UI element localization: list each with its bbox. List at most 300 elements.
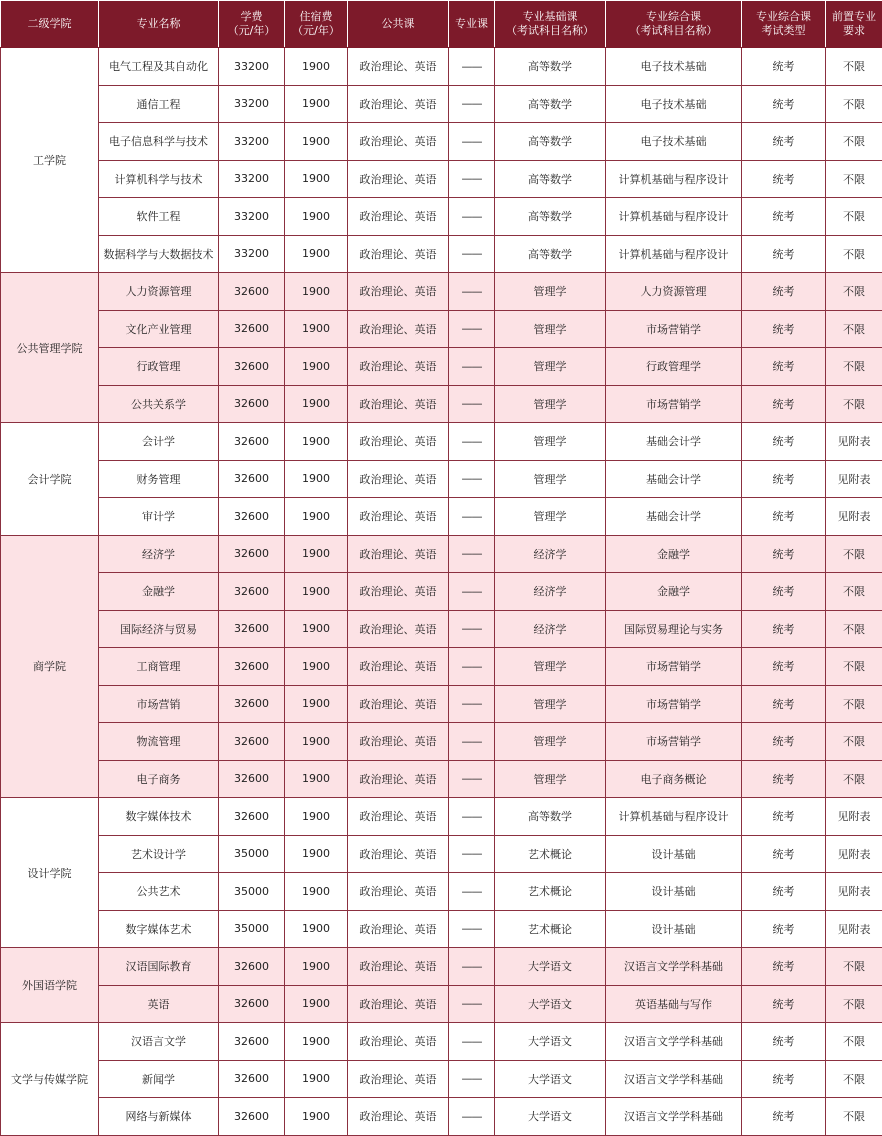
public-course-cell: 政治理论、英语 [348,85,449,123]
lodging-cell: 1900 [285,835,348,873]
exam-type-cell: 统考 [742,1098,826,1136]
major-course-cell: —— [449,235,495,273]
tuition-cell: 32600 [219,760,285,798]
comprehensive-course-cell: 人力资源管理 [606,273,742,311]
lodging-cell: 1900 [285,685,348,723]
major-name-cell: 文化产业管理 [99,310,219,348]
tuition-cell: 32600 [219,348,285,386]
comprehensive-course-cell: 计算机基础与程序设计 [606,160,742,198]
tuition-cell: 35000 [219,835,285,873]
prerequisite-cell: 见附表 [826,423,882,461]
exam-type-cell: 统考 [742,348,826,386]
exam-type-cell: 统考 [742,835,826,873]
major-course-cell: —— [449,160,495,198]
prerequisite-cell: 见附表 [826,498,882,536]
foundation-course-cell: 管理学 [495,273,606,311]
lodging-cell: 1900 [285,1023,348,1061]
public-course-cell: 政治理论、英语 [348,985,449,1023]
foundation-course-cell: 高等数学 [495,123,606,161]
college-name-cell: 商学院 [1,535,99,798]
major-name-cell: 市场营销 [99,685,219,723]
foundation-course-cell: 高等数学 [495,198,606,236]
lodging-cell: 1900 [285,385,348,423]
comprehensive-course-cell: 市场营销学 [606,310,742,348]
table-row [1,573,882,611]
table-row [1,610,882,648]
header-row [1,1,882,48]
tuition-cell: 32600 [219,610,285,648]
table-row [1,198,882,236]
table-row [1,685,882,723]
header-comprehensive-course: 专业综合课 （考试科目名称） [606,1,742,48]
table-row [1,835,882,873]
table-row [1,798,882,836]
major-course-cell: —— [449,48,495,86]
prerequisite-cell: 不限 [826,985,882,1023]
tuition-cell: 33200 [219,160,285,198]
college-name-cell: 公共管理学院 [1,273,99,423]
tuition-cell: 32600 [219,535,285,573]
header-college: 二级学院 [1,1,99,48]
lodging-cell: 1900 [285,948,348,986]
comprehensive-course-cell: 汉语言文学学科基础 [606,1060,742,1098]
comprehensive-course-cell: 基础会计学 [606,460,742,498]
lodging-cell: 1900 [285,348,348,386]
public-course-cell: 政治理论、英语 [348,610,449,648]
college-name-cell: 工学院 [1,48,99,273]
lodging-cell: 1900 [285,985,348,1023]
foundation-course-cell: 艺术概论 [495,835,606,873]
major-name-cell: 工商管理 [99,648,219,686]
major-name-cell: 数字媒体艺术 [99,910,219,948]
major-course-cell: —— [449,123,495,161]
comprehensive-course-cell: 国际贸易理论与实务 [606,610,742,648]
table-body [1,48,882,1136]
prerequisite-cell: 不限 [826,123,882,161]
major-course-cell: —— [449,1023,495,1061]
table-row [1,1060,882,1098]
foundation-course-cell: 高等数学 [495,85,606,123]
public-course-cell: 政治理论、英语 [348,910,449,948]
tuition-cell: 35000 [219,873,285,911]
tuition-cell: 33200 [219,48,285,86]
major-name-cell: 公共艺术 [99,873,219,911]
exam-type-cell: 统考 [742,873,826,911]
prerequisite-cell: 不限 [826,648,882,686]
comprehensive-course-cell: 计算机基础与程序设计 [606,798,742,836]
public-course-cell: 政治理论、英语 [348,798,449,836]
exam-type-cell: 统考 [742,910,826,948]
foundation-course-cell: 大学语文 [495,1023,606,1061]
prerequisite-cell: 不限 [826,198,882,236]
exam-type-cell: 统考 [742,648,826,686]
header-major-course: 专业课 [449,1,495,48]
public-course-cell: 政治理论、英语 [348,648,449,686]
major-course-cell: —— [449,1098,495,1136]
tuition-cell: 32600 [219,1023,285,1061]
prerequisite-cell: 不限 [826,273,882,311]
exam-type-cell: 统考 [742,310,826,348]
prerequisite-cell: 不限 [826,348,882,386]
major-course-cell: —— [449,948,495,986]
header-exam-type: 专业综合课 考试类型 [742,1,826,48]
foundation-course-cell: 管理学 [495,310,606,348]
lodging-cell: 1900 [285,798,348,836]
lodging-cell: 1900 [285,85,348,123]
comprehensive-course-cell: 电子技术基础 [606,85,742,123]
exam-type-cell: 统考 [742,123,826,161]
public-course-cell: 政治理论、英语 [348,1023,449,1061]
exam-type-cell: 统考 [742,610,826,648]
comprehensive-course-cell: 英语基础与写作 [606,985,742,1023]
prerequisite-cell: 不限 [826,235,882,273]
lodging-cell: 1900 [285,760,348,798]
exam-type-cell: 统考 [742,423,826,461]
prerequisite-cell: 不限 [826,310,882,348]
foundation-course-cell: 艺术概论 [495,910,606,948]
exam-type-cell: 统考 [742,760,826,798]
public-course-cell: 政治理论、英语 [348,348,449,386]
foundation-course-cell: 经济学 [495,535,606,573]
comprehensive-course-cell: 汉语言文学学科基础 [606,1023,742,1061]
table-row [1,1098,882,1136]
prerequisite-cell: 不限 [826,535,882,573]
lodging-cell: 1900 [285,498,348,536]
lodging-cell: 1900 [285,910,348,948]
table-row [1,535,882,573]
foundation-course-cell: 高等数学 [495,48,606,86]
table-row [1,348,882,386]
tuition-cell: 33200 [219,235,285,273]
tuition-cell: 32600 [219,648,285,686]
exam-type-cell: 统考 [742,85,826,123]
public-course-cell: 政治理论、英语 [348,235,449,273]
public-course-cell: 政治理论、英语 [348,535,449,573]
tuition-cell: 32600 [219,310,285,348]
exam-type-cell: 统考 [742,160,826,198]
major-name-cell: 审计学 [99,498,219,536]
public-course-cell: 政治理论、英语 [348,160,449,198]
lodging-cell: 1900 [285,1098,348,1136]
public-course-cell: 政治理论、英语 [348,760,449,798]
major-course-cell: —— [449,873,495,911]
public-course-cell: 政治理论、英语 [348,423,449,461]
comprehensive-course-cell: 电子商务概论 [606,760,742,798]
table-row [1,460,882,498]
college-name-cell: 文学与传媒学院 [1,1023,99,1136]
public-course-cell: 政治理论、英语 [348,385,449,423]
foundation-course-cell: 高等数学 [495,798,606,836]
comprehensive-course-cell: 设计基础 [606,835,742,873]
college-name-cell: 会计学院 [1,423,99,536]
table-row [1,310,882,348]
major-name-cell: 经济学 [99,535,219,573]
foundation-course-cell: 管理学 [495,423,606,461]
tuition-cell: 32600 [219,685,285,723]
exam-type-cell: 统考 [742,1023,826,1061]
major-course-cell: —— [449,648,495,686]
foundation-course-cell: 管理学 [495,460,606,498]
public-course-cell: 政治理论、英语 [348,573,449,611]
table-row [1,648,882,686]
tuition-cell: 32600 [219,423,285,461]
comprehensive-course-cell: 计算机基础与程序设计 [606,198,742,236]
foundation-course-cell: 管理学 [495,723,606,761]
lodging-cell: 1900 [285,123,348,161]
header-foundation-course: 专业基础课 （考试科目名称） [495,1,606,48]
tuition-cell: 32600 [219,723,285,761]
lodging-cell: 1900 [285,460,348,498]
exam-type-cell: 统考 [742,685,826,723]
foundation-course-cell: 管理学 [495,648,606,686]
foundation-course-cell: 管理学 [495,685,606,723]
prerequisite-cell: 不限 [826,1023,882,1061]
major-name-cell: 电气工程及其自动化 [99,48,219,86]
comprehensive-course-cell: 计算机基础与程序设计 [606,235,742,273]
college-name-cell: 设计学院 [1,798,99,948]
major-course-cell: —— [449,310,495,348]
tuition-cell: 32600 [219,385,285,423]
major-name-cell: 新闻学 [99,1060,219,1098]
header-tuition: 学费 （元/年） [219,1,285,48]
tuition-cell: 32600 [219,1060,285,1098]
major-name-cell: 艺术设计学 [99,835,219,873]
public-course-cell: 政治理论、英语 [348,460,449,498]
major-course-cell: —— [449,835,495,873]
lodging-cell: 1900 [285,198,348,236]
tuition-cell: 32600 [219,985,285,1023]
exam-type-cell: 统考 [742,948,826,986]
college-name-cell: 外国语学院 [1,948,99,1023]
foundation-course-cell: 艺术概论 [495,873,606,911]
prerequisite-cell: 见附表 [826,873,882,911]
major-course-cell: —— [449,910,495,948]
public-course-cell: 政治理论、英语 [348,498,449,536]
major-course-cell: —— [449,1060,495,1098]
header-major: 专业名称 [99,1,219,48]
lodging-cell: 1900 [285,310,348,348]
prerequisite-cell: 不限 [826,573,882,611]
tuition-cell: 32600 [219,1098,285,1136]
major-course-cell: —— [449,685,495,723]
public-course-cell: 政治理论、英语 [348,123,449,161]
prerequisite-cell: 见附表 [826,910,882,948]
comprehensive-course-cell: 设计基础 [606,910,742,948]
foundation-course-cell: 管理学 [495,348,606,386]
major-name-cell: 国际经济与贸易 [99,610,219,648]
comprehensive-course-cell: 金融学 [606,573,742,611]
exam-type-cell: 统考 [742,723,826,761]
tuition-cell: 32600 [219,498,285,536]
major-name-cell: 财务管理 [99,460,219,498]
major-name-cell: 行政管理 [99,348,219,386]
exam-type-cell: 统考 [742,385,826,423]
lodging-cell: 1900 [285,1060,348,1098]
tuition-cell: 32600 [219,798,285,836]
prerequisite-cell: 不限 [826,610,882,648]
table-row [1,723,882,761]
major-name-cell: 英语 [99,985,219,1023]
table-row [1,385,882,423]
exam-type-cell: 统考 [742,985,826,1023]
foundation-course-cell: 高等数学 [495,160,606,198]
public-course-cell: 政治理论、英语 [348,1098,449,1136]
exam-type-cell: 统考 [742,273,826,311]
foundation-course-cell: 高等数学 [495,235,606,273]
prerequisite-cell: 不限 [826,48,882,86]
major-course-cell: —— [449,723,495,761]
major-course-cell: —— [449,385,495,423]
comprehensive-course-cell: 市场营销学 [606,685,742,723]
tuition-cell: 32600 [219,460,285,498]
major-name-cell: 网络与新媒体 [99,1098,219,1136]
tuition-cell: 33200 [219,198,285,236]
lodging-cell: 1900 [285,535,348,573]
foundation-course-cell: 大学语文 [495,985,606,1023]
table-row [1,48,882,86]
major-course-cell: —— [449,348,495,386]
foundation-course-cell: 大学语文 [495,948,606,986]
major-course-cell: —— [449,85,495,123]
public-course-cell: 政治理论、英语 [348,1060,449,1098]
exam-type-cell: 统考 [742,573,826,611]
prerequisite-cell: 不限 [826,723,882,761]
comprehensive-course-cell: 市场营销学 [606,385,742,423]
foundation-course-cell: 经济学 [495,573,606,611]
table-row [1,123,882,161]
table-row [1,1023,882,1061]
exam-type-cell: 统考 [742,1060,826,1098]
comprehensive-course-cell: 汉语言文学学科基础 [606,948,742,986]
prerequisite-cell: 不限 [826,948,882,986]
table-row [1,910,882,948]
prerequisite-cell: 见附表 [826,835,882,873]
major-name-cell: 物流管理 [99,723,219,761]
prerequisite-cell: 见附表 [826,798,882,836]
comprehensive-course-cell: 设计基础 [606,873,742,911]
table-row [1,273,882,311]
exam-type-cell: 统考 [742,198,826,236]
table-row [1,985,882,1023]
major-course-cell: —— [449,460,495,498]
public-course-cell: 政治理论、英语 [348,48,449,86]
prerequisite-cell: 不限 [826,1060,882,1098]
public-course-cell: 政治理论、英语 [348,685,449,723]
exam-type-cell: 统考 [742,535,826,573]
lodging-cell: 1900 [285,48,348,86]
table-row [1,498,882,536]
table-row [1,423,882,461]
exam-type-cell: 统考 [742,798,826,836]
major-name-cell: 数据科学与大数据技术 [99,235,219,273]
lodging-cell: 1900 [285,160,348,198]
tuition-cell: 33200 [219,85,285,123]
tuition-cell: 32600 [219,273,285,311]
major-name-cell: 人力资源管理 [99,273,219,311]
public-course-cell: 政治理论、英语 [348,948,449,986]
table-row [1,873,882,911]
comprehensive-course-cell: 金融学 [606,535,742,573]
public-course-cell: 政治理论、英语 [348,835,449,873]
major-course-cell: —— [449,273,495,311]
prerequisite-cell: 不限 [826,685,882,723]
public-course-cell: 政治理论、英语 [348,198,449,236]
public-course-cell: 政治理论、英语 [348,723,449,761]
table-row [1,760,882,798]
lodging-cell: 1900 [285,873,348,911]
header-lodging: 住宿费 （元/年） [285,1,348,48]
table-row [1,235,882,273]
major-name-cell: 电子商务 [99,760,219,798]
exam-type-cell: 统考 [742,498,826,536]
major-name-cell: 通信工程 [99,85,219,123]
lodging-cell: 1900 [285,723,348,761]
major-name-cell: 公共关系学 [99,385,219,423]
foundation-course-cell: 经济学 [495,610,606,648]
comprehensive-course-cell: 电子技术基础 [606,123,742,161]
comprehensive-course-cell: 基础会计学 [606,423,742,461]
major-course-cell: —— [449,985,495,1023]
lodging-cell: 1900 [285,273,348,311]
major-course-cell: —— [449,760,495,798]
major-course-cell: —— [449,798,495,836]
comprehensive-course-cell: 市场营销学 [606,648,742,686]
prerequisite-cell: 见附表 [826,460,882,498]
header-public-course: 公共课 [348,1,449,48]
foundation-course-cell: 管理学 [495,385,606,423]
exam-type-cell: 统考 [742,48,826,86]
prerequisite-cell: 不限 [826,1098,882,1136]
public-course-cell: 政治理论、英语 [348,273,449,311]
major-name-cell: 汉语言文学 [99,1023,219,1061]
foundation-course-cell: 管理学 [495,498,606,536]
comprehensive-course-cell: 电子技术基础 [606,48,742,86]
foundation-course-cell: 管理学 [495,760,606,798]
foundation-course-cell: 大学语文 [495,1060,606,1098]
table-row [1,948,882,986]
table-row [1,85,882,123]
major-name-cell: 计算机科学与技术 [99,160,219,198]
prerequisite-cell: 不限 [826,160,882,198]
comprehensive-course-cell: 行政管理学 [606,348,742,386]
lodging-cell: 1900 [285,235,348,273]
major-name-cell: 会计学 [99,423,219,461]
exam-type-cell: 统考 [742,235,826,273]
header-prerequisite: 前置专业 要求 [826,1,882,48]
prerequisite-cell: 不限 [826,85,882,123]
comprehensive-course-cell: 汉语言文学学科基础 [606,1098,742,1136]
tuition-cell: 33200 [219,123,285,161]
major-course-cell: —— [449,535,495,573]
lodging-cell: 1900 [285,610,348,648]
table-row [1,160,882,198]
comprehensive-course-cell: 市场营销学 [606,723,742,761]
lodging-cell: 1900 [285,423,348,461]
major-name-cell: 汉语国际教育 [99,948,219,986]
exam-type-cell: 统考 [742,460,826,498]
lodging-cell: 1900 [285,648,348,686]
prerequisite-cell: 不限 [826,760,882,798]
table-header [1,1,882,48]
major-name-cell: 金融学 [99,573,219,611]
comprehensive-course-cell: 基础会计学 [606,498,742,536]
tuition-cell: 32600 [219,573,285,611]
major-name-cell: 数字媒体技术 [99,798,219,836]
major-name-cell: 软件工程 [99,198,219,236]
prerequisite-cell: 不限 [826,385,882,423]
major-course-cell: —— [449,423,495,461]
public-course-cell: 政治理论、英语 [348,310,449,348]
